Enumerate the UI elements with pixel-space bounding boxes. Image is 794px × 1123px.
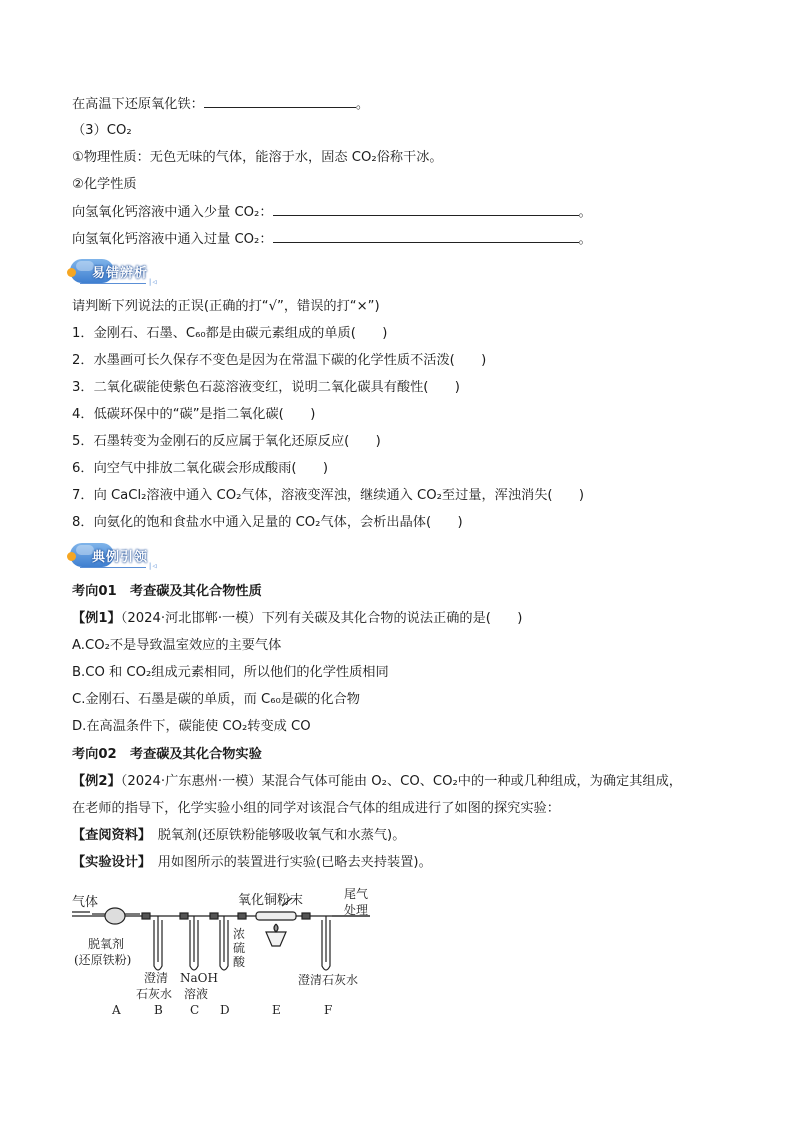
lime-water-f-label: 澄清石灰水 (298, 973, 359, 987)
flame-icon (274, 924, 278, 932)
deoxidizer-label: 脱氧剂 (88, 937, 125, 951)
gas-inlet-label: 气体 (72, 895, 99, 910)
deoxidizer-tube (105, 908, 125, 924)
list-item: 6．向空气中排放二氧化碳会形成酸雨( ) (72, 461, 329, 476)
option-a: A.CO₂不是导致温室效应的主要气体 (72, 638, 282, 653)
acid-label-2: 硫 (233, 941, 246, 955)
badge-tick-icon: |◁ (148, 278, 157, 286)
question-stem-cont: 在老师的指导下，化学实验小组的同学对该混合气体的组成进行了如图的探究实验： (72, 801, 560, 816)
list-item: 3．二氧化碳能使紫色石蕊溶液变红，说明二氧化碳具有酸性( ) (72, 380, 460, 395)
alcohol-lamp (266, 932, 286, 946)
deoxidizer-sub-label: (还原铁粉) (74, 953, 132, 967)
list-item: 7．向 CaCl₂溶液中通入 CO₂气体，溶液变浑浊，继续通入 CO₂至过量，浑浊消失( ) (72, 488, 585, 503)
label-f: F (324, 1003, 333, 1017)
label-e: E (272, 1003, 281, 1017)
label-c: C (190, 1003, 200, 1017)
topic-heading: 考向01 考查碳及其化合物性质 (72, 584, 262, 599)
badge-tick-icon: |◁ (148, 562, 157, 570)
badge-dot-icon (67, 552, 76, 561)
label-a: A (112, 1003, 121, 1017)
subsection-heading: （3）CO₂ (72, 123, 132, 138)
section-badge (70, 259, 160, 285)
lime-water-b-sub-label: 石灰水 (136, 987, 173, 1001)
topic-heading: 考向02 考查碳及其化合物实验 (72, 747, 262, 762)
text-line: 向氢氧化钙溶液中通入过量 CO₂： 。 (72, 232, 592, 247)
text-line: 向氢氧化钙溶液中通入少量 CO₂： 。 (72, 205, 592, 220)
question-stem: 【例2】（2024·广东惠州·一模）某混合气体可能由 O₂、CO、CO₂中的一种或几种组成，为确定其组成， (72, 774, 682, 789)
option-c: C.金刚石、石墨是碳的单质，而 C₆₀是碳的化合物 (72, 692, 360, 707)
text-line: 在高温下还原氧化铁： 。 (72, 97, 370, 112)
cuo-tube (256, 912, 296, 920)
badge-title: 典例引领 (92, 550, 149, 565)
list-item: 2．水墨画可长久保存不变色是因为在常温下碳的化学性质不活泼( ) (72, 353, 487, 368)
reference-info: 【查阅资料】 脱氧剂(还原铁粉能够吸收氧气和水蒸气)。 (72, 828, 406, 843)
question-stem: 【例1】（2024·河北邯郸·一模）下列有关碳及其化合物的说法正确的是( ) (72, 611, 523, 626)
badge-dot-icon (67, 268, 76, 277)
cuo-label: 氧化铜粉末 (238, 893, 304, 908)
experiment-apparatus-figure (70, 886, 390, 1026)
naoh-label: NaOH (180, 971, 218, 985)
experiment-design: 【实验设计】 用如图所示的装置进行实验(已略去夹持装置)。 (72, 855, 432, 870)
list-item: 1．金刚石、石墨、C₆₀都是由碳元素组成的单质( ) (72, 326, 388, 341)
label-d: D (220, 1003, 230, 1017)
lime-water-b-label: 澄清 (144, 971, 169, 985)
list-item: 8．向氨化的饱和食盐水中通入足量的 CO₂气体，会析出晶体( ) (72, 515, 463, 530)
list-item: 4．低碳环保中的“碳”是指二氧化碳( ) (72, 407, 316, 422)
section-badge (70, 543, 160, 569)
answer-blank[interactable] (204, 95, 356, 108)
label-b: B (154, 1003, 163, 1017)
badge-title: 易错辨析 (92, 266, 149, 281)
list-item: 5．石墨转变为金刚石的反应属于氧化还原反应( ) (72, 434, 381, 449)
tail-gas-label: 尾气 (344, 887, 369, 901)
tail-gas-sub-label: 处理 (344, 903, 369, 917)
option-d: D.在高温条件下，碳能使 CO₂转变成 CO (72, 719, 311, 734)
fill-prompt: 向氢氧化钙溶液中通入过量 CO₂： (72, 232, 273, 247)
text-line: ①物理性质：无色无味的气体，能溶于水，固态 CO₂俗称干冰。 (72, 150, 443, 165)
fill-prompt: 在高温下还原氧化铁： (72, 97, 204, 112)
acid-label-1: 浓 (233, 927, 246, 941)
answer-blank[interactable] (273, 230, 579, 243)
answer-blank[interactable] (273, 203, 579, 216)
acid-label-3: 酸 (233, 955, 246, 969)
option-b: B.CO 和 CO₂组成元素相同，所以他们的化学性质相同 (72, 665, 389, 680)
section-intro: 请判断下列说法的正误(正确的打“√”，错误的打“×”) (72, 299, 380, 314)
naoh-sub-label: 溶液 (184, 987, 209, 1001)
fill-prompt: 向氢氧化钙溶液中通入少量 CO₂： (72, 205, 273, 220)
text-line: ②化学性质 (72, 177, 137, 192)
